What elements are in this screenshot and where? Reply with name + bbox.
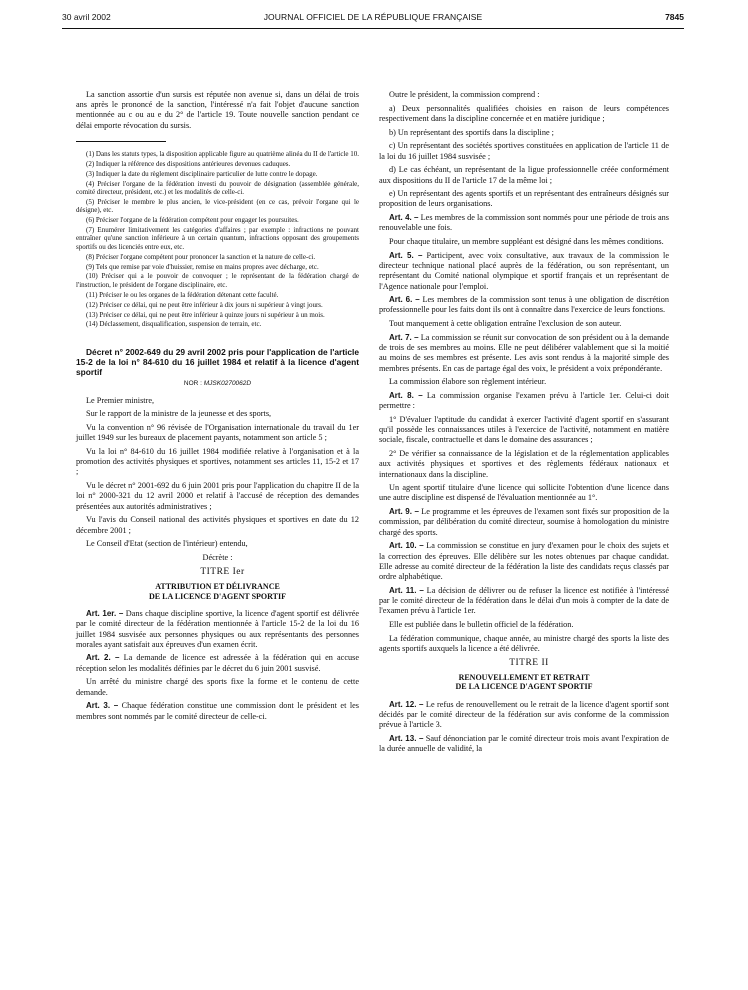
footnote: (6) Préciser l'organe de la fédération compétent pour engager les poursuites.	[86, 216, 299, 225]
article-8-item: 1° D'évaluer l'aptitude du candidat à exercer l'activité d'agent sportif en s'assurant qu'il possède les connaissances utiles à l'exercice de l'activité, notamment en matière sociale, fiscale, contractuelle et dans le domaine des assurances ;	[379, 414, 669, 445]
decrete-heading: Décrète :	[202, 552, 233, 562]
article-label: Art. 2. –	[86, 653, 120, 663]
preamble-line: Le Premier ministre,	[86, 395, 155, 405]
article-11	[379, 586, 669, 617]
footnote: (4) Préciser l'organe de la fédération investi du pouvoir de désignation (assemblée générale, comité directeur, président, etc.) et les modalités de celle-ci.	[76, 179, 359, 196]
commission-item: d) Le cas échéant, un représentant de la ligue professionnelle créée conformément aux dispositions du II de l'article 17 de la même loi ;	[379, 165, 669, 185]
titre-2-name-line: RENOUVELLEMENT ET RETRAIT	[458, 672, 590, 682]
article-13	[379, 734, 669, 754]
footnote: (7) Enumérer limitativement les catégories d'affaires ; par exemple : infractions ne pouvant entraîner qu'une sanction inférieure à un certain quantum, infractions opposant des groupements sportifs ou des licenciés entre eux, etc.	[76, 226, 359, 251]
article-7	[379, 333, 669, 374]
footnote: (13) Préciser ce délai, qui ne peut être inférieur à quinze jours ni supérieur à un mois.	[86, 310, 325, 319]
sursis-paragraph: La sanction assortie d'un sursis est réputée non avenue si, dans un délai de trois ans après le prononcé de la sanction, l'intéressé n'a fait l'objet d'aucune sanction mentionnée au c ou au e du 2° de l'article 19. Toute nouvelle sanction pendant ce délai emporte révocation du sursis.	[76, 90, 359, 130]
article-7-paragraph: La commission élabore son règlement intérieur.	[389, 377, 547, 387]
footnote: (8) Préciser l'organe compétent pour prononcer la sanction et la nature de celle-ci.	[86, 252, 316, 261]
article-label: Art. 4. –	[389, 213, 419, 223]
article-2	[76, 653, 359, 673]
article-text: La commission se réunit sur convocation de son président ou à la demande de trois de ses membres au moins. Elle ne peut délibérer valablement que si la moitié au moins de ses membres est présente. Les avis sont rendus à la majorité simple des membres présents. En cas de partage égal des voix, le président a voix prépondérante.	[379, 332, 669, 373]
footnote: (11) Préciser le ou les organes de la fédération détenant cette faculté.	[86, 290, 279, 299]
article-8-item: Un agent sportif titulaire d'une licence qui sollicite l'obtention d'une licence dans une autre discipline est dispensé de l'évaluation mentionnée au 1°.	[379, 483, 669, 503]
commission-item: e) Un représentant des agents sportifs et un représentant des entraîneurs désignés sur proposition de leurs organisations.	[379, 189, 669, 209]
article-text: Participent, avec voix consultative, aux travaux de la commission le directeur technique national placé auprès de la fédération, ou son représentant, un représentant du Comité national olympique et sportif français et un représentant de l'Agence nationale pour l'emploi.	[379, 250, 670, 291]
article-10	[379, 541, 669, 582]
titre-1-number: TITRE Ier	[200, 566, 245, 577]
footnote: (2) Indiquer la référence des dispositions antérieures devenues caduques.	[86, 159, 291, 168]
titre-1-name-line: ATTRIBUTION ET DÉLIVRANCE	[155, 581, 280, 591]
article-12	[379, 700, 669, 731]
preamble-line: Vu le décret n° 2001-692 du 6 juin 2001 pris pour l'application du chapitre II de la loi n° 2000-321 du 12 avril 2000 et relatif à l'accusé de réception des demandes présentées aux autorités administratives ;	[76, 481, 359, 511]
article-3	[76, 701, 359, 721]
preamble-line: Vu la loi n° 84-610 du 16 juillet 1984 modifiée relative à l'organisation et à la promotion des activités physiques et sportives, notamment ses articles 11, 15-2 et 17 ;	[76, 446, 359, 477]
article-1	[76, 609, 359, 650]
preamble-line: Sur le rapport de la ministre de la jeunesse et des sports,	[86, 409, 272, 419]
article-label: Art. 3. –	[86, 701, 119, 711]
article-6-paragraph: Tout manquement à cette obligation entraîne l'exclusion de son auteur.	[389, 319, 622, 329]
nor-reference	[76, 380, 359, 388]
footnote: (5) Préciser le membre le plus ancien, le vice-président (en ce cas, prévoir l'organe qui le désigne), etc.	[76, 197, 359, 215]
article-text: La demande de licence est adressée à la fédération qui en accuse réception selon les modalités définies par le décret du 6 juin 2001 susvisé.	[76, 653, 360, 673]
article-label: Art. 12. –	[389, 699, 424, 709]
footnotes	[76, 150, 359, 329]
article-label: Art. 9. –	[389, 507, 419, 517]
left-column	[76, 90, 359, 725]
article-label: Art. 8. –	[389, 390, 423, 400]
right-column	[379, 90, 669, 758]
article-6	[379, 295, 669, 315]
article-label: Art. 6. –	[389, 295, 420, 305]
article-text: Le programme et les épreuves de l'examen sont fixés sur proposition de la commission, par délibération du comité directeur, soumise à homologation du ministre chargé des sports.	[379, 507, 669, 537]
commission-intro: Outre le président, la commission comprend :	[389, 90, 540, 99]
commission-item: b) Un représentant des sportifs dans la discipline ;	[389, 127, 554, 137]
page-number: 7845	[665, 12, 684, 22]
article-label: Art. 11. –	[389, 585, 424, 595]
article-8	[379, 391, 669, 411]
article-11-paragraph: Elle est publiée dans le bulletin officiel de la fédération.	[389, 619, 574, 629]
footnote: (12) Préciser ce délai, qui ne peut être inférieur à dix jours ni supérieur à vingt jours.	[86, 300, 323, 309]
article-4-paragraph: Pour chaque titulaire, un membre suppléant est désigné dans les mêmes conditions.	[389, 237, 664, 247]
titre-1-name-line: DE LA LICENCE D'AGENT SPORTIF	[149, 591, 286, 601]
article-text: La commission se constitue en jury d'examen pour le choix des sujets et la correction des épreuves. Elle délibère sur les notes obtenues par chaque candidat. Elle adresse au comité directeur de la fédération la liste des candidats reçus classés par ordre alphabétique.	[379, 541, 669, 581]
article-text: La décision de délivrer ou de refuser la licence est notifiée à l'intéressé par le comité directeur de la fédération dans le délai d'un mois à compter de la date de l'examen prévu à l'article 1er.	[379, 585, 669, 616]
article-text: Les membres de la commission sont tenus à une obligation de discrétion professionnelle pour les faits dont ils ont à connaître dans l'exercice de leurs fonctions.	[379, 295, 669, 315]
page-header	[62, 12, 684, 26]
titre-1-name	[76, 582, 359, 601]
article-text: Chaque fédération constitue une commission dont le président et les membres sont nommés par le comité directeur de celle-ci.	[76, 701, 359, 721]
article-2-paragraph: Un arrêté du ministre chargé des sports fixe la forme et le contenu de cette demande.	[76, 677, 359, 697]
article-4	[379, 213, 669, 233]
nor-label: NOR :	[183, 379, 204, 387]
article-label: Art. 13. –	[389, 734, 424, 744]
footnotes-separator	[76, 141, 166, 142]
publication-date: 30 avril 2002	[62, 12, 111, 22]
titre-2-number: TITRE II	[509, 657, 549, 668]
preamble-line: Le Conseil d'Etat (section de l'intérieur) entendu,	[86, 539, 248, 549]
article-8-item: 2° De vérifier sa connaissance de la législation et de la réglementation applicables aux activités physiques et sportives et des règlements fédéraux nationaux et internationaux dans la discipline.	[379, 449, 669, 479]
article-9	[379, 507, 669, 538]
nor-code: MJSK0270062D	[203, 379, 252, 387]
article-text: Les membres de la commission sont nommés pour une période de trois ans renouvelable une fois.	[379, 213, 670, 233]
preamble-line: Vu la convention n° 96 révisée de l'Organisation internationale du travail du 1er juillet 1949 sur les bureaux de placement payants, notamment son article 5 ;	[76, 423, 359, 443]
footnote: (3) Indiquer la date du règlement disciplinaire particulier de lutte contre le dopage.	[86, 169, 318, 178]
preamble-line: Vu l'avis du Conseil national des activités physiques et sportives en date du 12 décembre 2001 ;	[76, 515, 359, 535]
decree-title: Décret n° 2002-649 du 29 avril 2002 pris pour l'application de l'article 15-2 de la loi n° 84-610 du 16 juillet 1984 et relatif à la licence d'agent sportif	[76, 346, 359, 378]
footnote: (1) Dans les statuts types, la disposition applicable figure au quatrième alinéa du II de l'article 10.	[86, 149, 360, 158]
footnote: (10) Préciser qui a le pouvoir de convoquer ; le représentant de la fédération chargé de l'instruction, le président de l'organe disciplinaire, etc.	[76, 272, 359, 289]
article-text: Le refus de renouvellement ou le retrait de la licence d'agent sportif sont décidés par le comité directeur de la fédération sur avis conforme de la commission prévue à l'article 3.	[379, 699, 670, 730]
article-5	[379, 251, 669, 292]
article-11-paragraph: La fédération communique, chaque année, au ministre chargé des sports la liste des agents sportifs auxquels la licence a été délivrée.	[379, 633, 669, 653]
journal-title: JOURNAL OFFICIEL DE LA RÉPUBLIQUE FRANÇAISE	[263, 12, 483, 22]
article-label: Art. 10. –	[389, 541, 424, 551]
article-text: La commission organise l'examen prévu à l'article 1er. Celui-ci doit permettre :	[379, 390, 669, 411]
article-label: Art. 1er. –	[86, 609, 124, 619]
article-label: Art. 5. –	[389, 250, 423, 260]
titre-2-name-line: DE LA LICENCE D'AGENT SPORTIF	[455, 682, 593, 692]
article-label: Art. 7. –	[389, 332, 419, 342]
article-text: Dans chaque discipline sportive, la licence d'agent sportif est délivrée par le comité directeur de la fédération mentionnée à l'article 15-2 de la loi du 16 juillet 1984 susvisée aux personnes physiques ou aux représentants des personnes morales ayant satisfait aux épreuves d'un examen écrit.	[76, 609, 360, 649]
commission-item: a) Deux personnalités qualifiées choisies en raison de leurs compétences respectivement dans la discipline concernée et en matière juridique ;	[379, 103, 669, 123]
footnote: (9) Tels que remise par voie d'huissier, remise en mains propres avec décharge, etc.	[86, 262, 319, 271]
article-text: Sauf dénonciation par le comité directeur trois mois avant l'expiration de la durée annuelle de validité, la	[379, 734, 670, 754]
footnote: (14) Déclassement, disqualification, suspension de terrain, etc.	[86, 320, 262, 329]
titre-2-name	[379, 673, 669, 692]
commission-item: c) Un représentant des sociétés sportives constituées en application de l'article 11 de la loi du 16 juillet 1984 susvisée ;	[379, 141, 669, 161]
header-rule	[62, 28, 684, 29]
